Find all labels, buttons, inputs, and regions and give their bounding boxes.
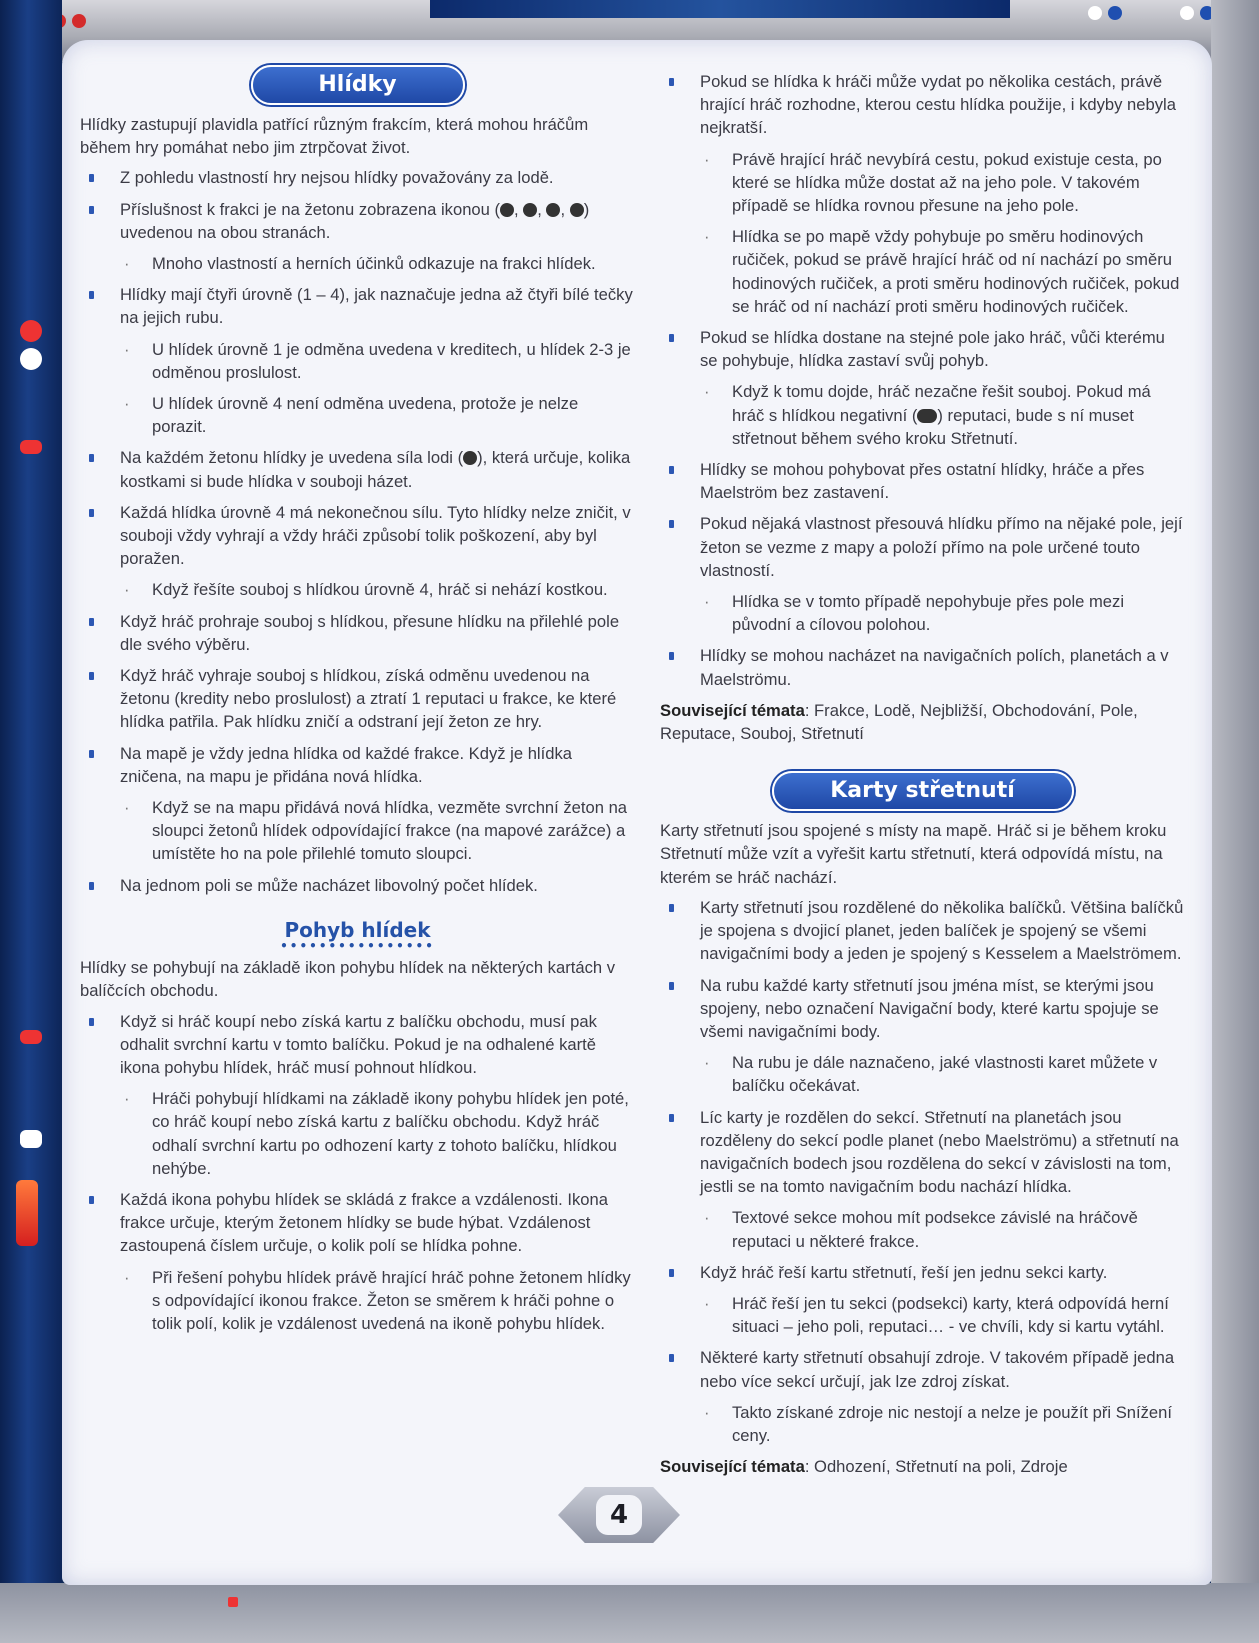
list-subitem: · Právě hrající hráč nevybírá cestu, pokud existuje cesta, po které se hlídka může dostat až na jeho pole. V takovém případě se hlídka rovnou přesune na jeho pole.	[660, 148, 1185, 218]
list-item: Karty střetnutí jsou rozdělené do několika balíčků. Většina balíčků je spojena s dvojicí planet, jeden balíček je spojený se všemi navigačními body a jeden je spojený s Kesselem a Maelströmem.	[660, 896, 1185, 966]
rules-list	[660, 70, 1185, 691]
related-topics-text: : Frakce, Lodě, Nejbližší, Obchodování, Pole, Reputace, Souboj, Střetnutí	[660, 700, 1138, 744]
intro-paragraph: Hlídky zastupují plavidla patřící různým frakcím, která mohou hráčům během hry pomáhat nebo jim ztrpčovat život.	[80, 115, 589, 158]
subsection-title	[80, 917, 635, 954]
list-item: Když si hráč koupí nebo získá kartu z balíčku obchodu, musí pak odhalit svrchní kartu v tomto balíčku. Pokud je na odhalené kartě ikona pohybu hlídek, hráč musí pohnout hlídkou.	[80, 1010, 635, 1080]
list-item: Hlídky mají čtyři úrovně (1 – 4), jak naznačuje jedna až čtyři bílé tečky na jejich rubu.	[80, 283, 635, 329]
intro-paragraph: Karty střetnutí jsou spojené s místy na mapě. Hráč si je během kroku Střetnutí může vzít a vyřešit kartu střetnutí, která odpovídá místu, na kterém se hráč nachází.	[660, 821, 1167, 887]
list-subitem: · Když řešíte souboj s hlídkou úrovně 4, hráč si nehází kostkou.	[80, 578, 635, 601]
list-subitem: · Hráč řeší jen tu sekci (podsekci) karty, která odpovídá herní situaci – jeho poli, reputaci… - ve chvíli, kdy si kartu vytáhl.	[660, 1292, 1185, 1338]
list-subitem: · Takto získané zdroje nic nestojí a nelze je použít při Snížení ceny.	[660, 1401, 1185, 1447]
list-item: Na rubu každé karty střetnutí jsou jména míst, se kterými jsou spojeny, nebo označení Navigační body, které kartu spojuje se všemi navigačními body.	[660, 974, 1185, 1044]
list-item: Líc karty je rozdělen do sekcí. Střetnutí na planetách jsou rozděleny do sekcí podle planet (nebo Maelströmu) a střetnutí na navigačních bodech jsou rozdělena do sekcí v závislosti na tom, jestli se na tomto navigačním bodu nachází hlídka.	[660, 1106, 1185, 1199]
white-indicator-light	[1088, 6, 1102, 20]
syndicate-faction-icon	[570, 203, 584, 217]
text-span: ), která určuje, kolika kostkami si bude hlídka v souboji házet.	[120, 448, 631, 491]
list-subitem: · Hlídka se po mapě vždy pohybuje po směru hodinových ručiček, pokud se právě hrající hráč od ní nachází po směru hodinových ručiček, a proti směru hodinových ručiček, pokud se hráč od ní nachází proti směru hodinových ručiček.	[660, 225, 1185, 318]
related-topics-label: Související témata	[660, 1457, 805, 1477]
list-item: Příslušnost k frakci je na žetonu zobrazena ikonou ( , , , ) uvedenou na obou stranách.	[80, 198, 635, 244]
list-subitem: · U hlídek úrovně 4 není odměna uvedena, protože je nelze porazit.	[80, 392, 635, 438]
section-title-hlidky: Hlídky	[251, 65, 465, 105]
right-frame	[1211, 0, 1259, 1643]
text-span: Na každém žetonu hlídky je uvedena síla lodi (	[120, 448, 464, 468]
list-item: Každá hlídka úrovně 4 má nekonečnou sílu. Tyto hlídky nelze zničit, v souboji vždy vyhrají a vždy hráči způsobí tolik poškození, aby byl poražen.	[80, 501, 635, 571]
white-indicator-light	[1180, 6, 1194, 20]
red-indicator-light	[72, 14, 86, 28]
related-topics	[660, 1455, 1185, 1478]
dotted-underline: ••••••••••••••••	[280, 939, 435, 954]
list-subitem	[660, 380, 1185, 450]
list-subitem: · Na rubu je dále naznačeno, jaké vlastnosti karet můžete v balíčku očekávat.	[660, 1051, 1185, 1097]
list-item: Pokud se hlídka k hráči může vydat po několika cestách, právě hrající hráč rozhodne, kterou cestu hlídka použije, i kdyby nebyla nejkratší.	[660, 70, 1185, 140]
text-span: Když k tomu dojde, hráč nezačne řešit souboj. Pokud má hráč s hlídkou negativní (	[732, 382, 1151, 425]
page-content	[62, 40, 1212, 1585]
list-subitem: · Textové sekce mohou mít podsekce závislé na hráčově reputaci u některé frakce.	[660, 1206, 1185, 1252]
list-subitem: · Hráči pohybují hlídkami na základě ikony pohybu hlídek jen poté, co hráč koupí nebo získá kartu z balíčku obchodu. Když hráč odhalí svrchní kartu po odhození karty z tohoto balíčku, hlídkou nehýbe.	[80, 1087, 635, 1180]
blue-indicator-light	[1108, 6, 1122, 20]
text-span: ) reputaci, bude s ní muset střetnout během svého kroku Střetnutí.	[732, 405, 1134, 448]
left-frame	[0, 0, 62, 1643]
list-item: Když hráč vyhraje souboj s hlídkou, získá odměnu uvedenou na žetonu (kredity nebo proslulost) a ztratí 1 reputaci u frakce, ke které hlídka patřila. Pak hlídku zničí a odstraní její žeton ze hry.	[80, 664, 635, 734]
list-item: Hlídky se mohou nacházet na navigačních polích, planetách a v Maelströmu.	[660, 644, 1185, 690]
list-item: Hlídky se mohou pohybovat přes ostatní hlídky, hráče a přes Maelström bez zastavení.	[660, 458, 1185, 504]
list-item: Pokud se hlídka dostane na stejné pole jako hráč, vůči kterému se pohybuje, hlídka zastaví svůj pohyb.	[660, 326, 1185, 372]
red-indicator-light	[20, 440, 42, 454]
left-column	[80, 65, 635, 1343]
list-item: Na jednom poli se může nacházet libovolný počet hlídek.	[80, 874, 635, 897]
red-indicator-light	[16, 1180, 38, 1246]
list-item: Když hráč prohraje souboj s hlídkou, přesune hlídku na přilehlé pole dle svého výběru.	[80, 610, 635, 656]
text-span: Příslušnost k frakci je na žetonu zobrazena ikonou (	[120, 199, 501, 219]
rules-list	[660, 896, 1185, 1447]
top-frame-bar	[430, 0, 1010, 18]
hutt-faction-icon	[546, 203, 560, 217]
section-title-karty: Karty střetnutí	[772, 771, 1074, 811]
list-item: Na mapě je vždy jedna hlídka od každé frakce. Když je hlídka zničena, na mapu je přidána nová hlídka.	[80, 742, 635, 788]
red-indicator-light	[20, 320, 42, 342]
list-item	[80, 446, 635, 492]
rules-list	[80, 1010, 635, 1336]
subsection-title-text: Pohyb hlídek	[284, 917, 431, 942]
rules-list	[80, 166, 635, 896]
list-item: Když hráč řeší kartu střetnutí, řeší jen jednu sekci karty.	[660, 1261, 1185, 1284]
white-indicator-light	[20, 348, 42, 370]
intro-paragraph: Hlídky se pohybují na základě ikon pohybu hlídek na některých kartách v balíčcích obchodu.	[80, 958, 616, 1001]
ship-strength-icon	[463, 451, 477, 465]
list-subitem: · Hlídka se v tomto případě nepohybuje přes pole mezi původní a cílovou polohou.	[660, 590, 1185, 636]
bottom-frame	[0, 1583, 1259, 1643]
related-topics-text: : Odhození, Střetnutí na poli, Zdroje	[804, 1457, 1068, 1477]
text-span: ) uvedenou na obou stranách.	[120, 199, 590, 242]
related-topics-label: Související témata	[660, 700, 805, 720]
red-indicator-light	[228, 1597, 238, 1607]
page-number-badge	[558, 1487, 680, 1543]
negative-reputation-icon	[917, 409, 937, 423]
related-topics	[660, 699, 1185, 745]
rebel-faction-icon	[500, 203, 514, 217]
list-item: Pokud nějaká vlastnost přesouvá hlídku přímo na nějaké pole, její žeton se vezme z mapy a položí přímo na pole určené touto vlastností.	[660, 512, 1185, 582]
page-number: 4	[596, 1495, 642, 1535]
list-subitem: · Mnoho vlastností a herních účinků odkazuje na frakci hlídek.	[80, 252, 635, 275]
list-subitem: · U hlídek úrovně 1 je odměna uvedena v kreditech, u hlídek 2-3 je odměnou proslulost.	[80, 338, 635, 384]
white-indicator-light	[20, 1130, 42, 1148]
list-subitem: · Při řešení pohybu hlídek právě hrající hráč pohne žetonem hlídky s odpovídající ikonou frakce. Žeton se směrem k hráči pohne o tolik polí, kolik je vzdálenost uvedená na ikoně pohybu hlídek.	[80, 1266, 635, 1336]
right-column	[660, 70, 1185, 1478]
list-item: Z pohledu vlastností hry nejsou hlídky považovány za lodě.	[80, 166, 635, 189]
red-indicator-light	[20, 1030, 42, 1044]
list-item: Každá ikona pohybu hlídek se skládá z frakce a vzdálenosti. Ikona frakce určuje, kterým žetonem hlídky se bude hýbat. Vzdálenost zastoupená číslem určuje, o kolik polí se hlídka pohne.	[80, 1188, 635, 1258]
empire-faction-icon	[523, 203, 537, 217]
list-subitem: · Když se na mapu přidává nová hlídka, vezměte svrchní žeton na sloupci žetonů hlídek odpovídající frakce (na mapové zarážce) a umístěte ho na pole přilehlé tomuto sloupci.	[80, 796, 635, 866]
list-item: Některé karty střetnutí obsahují zdroje. V takovém případě jedna nebo více sekcí určují, jak lze zdroj získat.	[660, 1346, 1185, 1392]
